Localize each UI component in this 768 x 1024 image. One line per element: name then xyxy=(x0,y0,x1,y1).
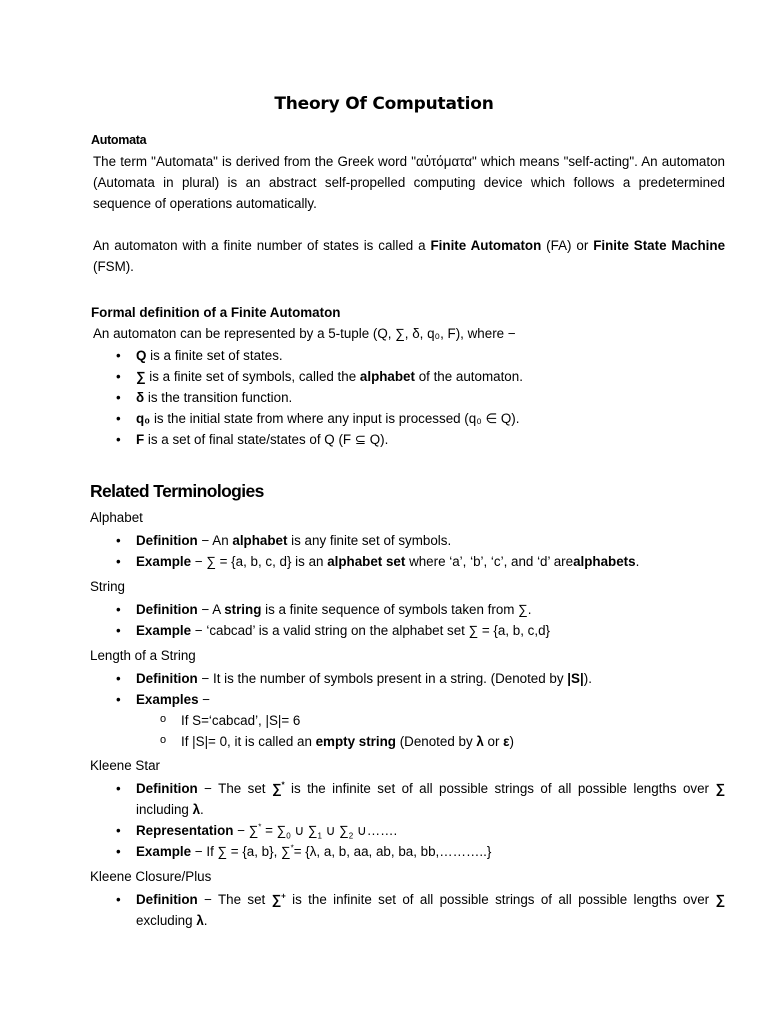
list-item: • Example − ∑ = {a, b, c, d} is an alphabet set where ‘a’, ‘b’, ‘c’, and ‘d’ arealphabets. xyxy=(116,551,725,572)
kleene-plus-label: Kleene Closure/Plus xyxy=(90,869,212,884)
formal-definition-list xyxy=(116,345,725,450)
alphabet-label: Alphabet xyxy=(90,510,143,525)
kleene-plus-list xyxy=(116,889,725,931)
string-list xyxy=(116,599,725,641)
document-title: Theory Of Computation xyxy=(274,94,494,114)
list-item: • Definition − An alphabet is any finite set of symbols. xyxy=(116,530,725,551)
length-list xyxy=(116,668,725,710)
list-item: • Examples − xyxy=(116,689,725,710)
list-item: o If |S|= 0, it is called an empty string (Denoted by λ or ε) xyxy=(160,731,514,752)
automata-heading: Automata xyxy=(91,133,147,147)
kleene-star-label: Kleene Star xyxy=(90,758,160,773)
finite-automaton-paragraph: An automaton with a finite number of states is called a Finite Automaton (FA) or Finite State Machine (FSM). xyxy=(93,238,726,274)
related-terminologies-heading: Related Terminologies xyxy=(90,481,264,501)
list-item: • Q is a finite set of states. xyxy=(116,345,725,366)
list-item: • Example − ‘cabcad’ is a valid string on the alphabet set ∑ = {a, b, c,d} xyxy=(116,620,725,641)
list-item: • q₀ is the initial state from where any input is processed (q₀ ∈ Q). xyxy=(116,408,725,429)
string-label: String xyxy=(90,579,125,594)
kleene-star-list xyxy=(116,778,725,862)
formal-definition-heading: Formal definition of a Finite Automaton xyxy=(91,305,341,320)
alphabet-list xyxy=(116,530,725,572)
list-item: o If S=‘cabcad’, |S|= 6 xyxy=(160,710,514,731)
list-item: • Definition − It is the number of symbols present in a string. (Denoted by |S|). xyxy=(116,668,725,689)
list-item: • δ is the transition function. xyxy=(116,387,725,408)
length-examples-list xyxy=(160,710,514,752)
formal-definition-intro: An automaton can be represented by a 5-tuple (Q, ∑, δ, q₀, F), where − xyxy=(93,326,516,341)
list-item: • Example − If ∑ = {a, b}, ∑*= {λ, a, b, aa, ab, ba, bb,………..} xyxy=(116,841,725,862)
list-item: • Definition − The set ∑+ is the infinite set of all possible strings of all possible lengths over ∑ excluding λ. xyxy=(116,889,725,931)
length-label: Length of a String xyxy=(90,648,196,663)
list-item: • ∑ is a finite set of symbols, called the alphabet of the automaton. xyxy=(116,366,725,387)
list-item: • Definition − The set ∑* is the infinite set of all possible strings of all possible lengths over ∑ including λ. xyxy=(116,778,725,820)
list-item: • F is a set of final state/states of Q (F ⊆ Q). xyxy=(116,429,725,450)
list-item: • Representation − $\sum^* = \sum_0$ ∪ $\sum_1$ ∪ $\sum_2$ ∪……. xyxy=(116,820,725,841)
list-item: • Definition − A string is a finite sequence of symbols taken from ∑. xyxy=(116,599,725,620)
automata-paragraph: The term "Automata" is derived from the Greek word "αὐτόματα" which means "self-acting". An automaton (Automata in plural) is an abstract self-propelled computing device which follows a predetermined sequence of operations automatically. xyxy=(93,154,725,211)
